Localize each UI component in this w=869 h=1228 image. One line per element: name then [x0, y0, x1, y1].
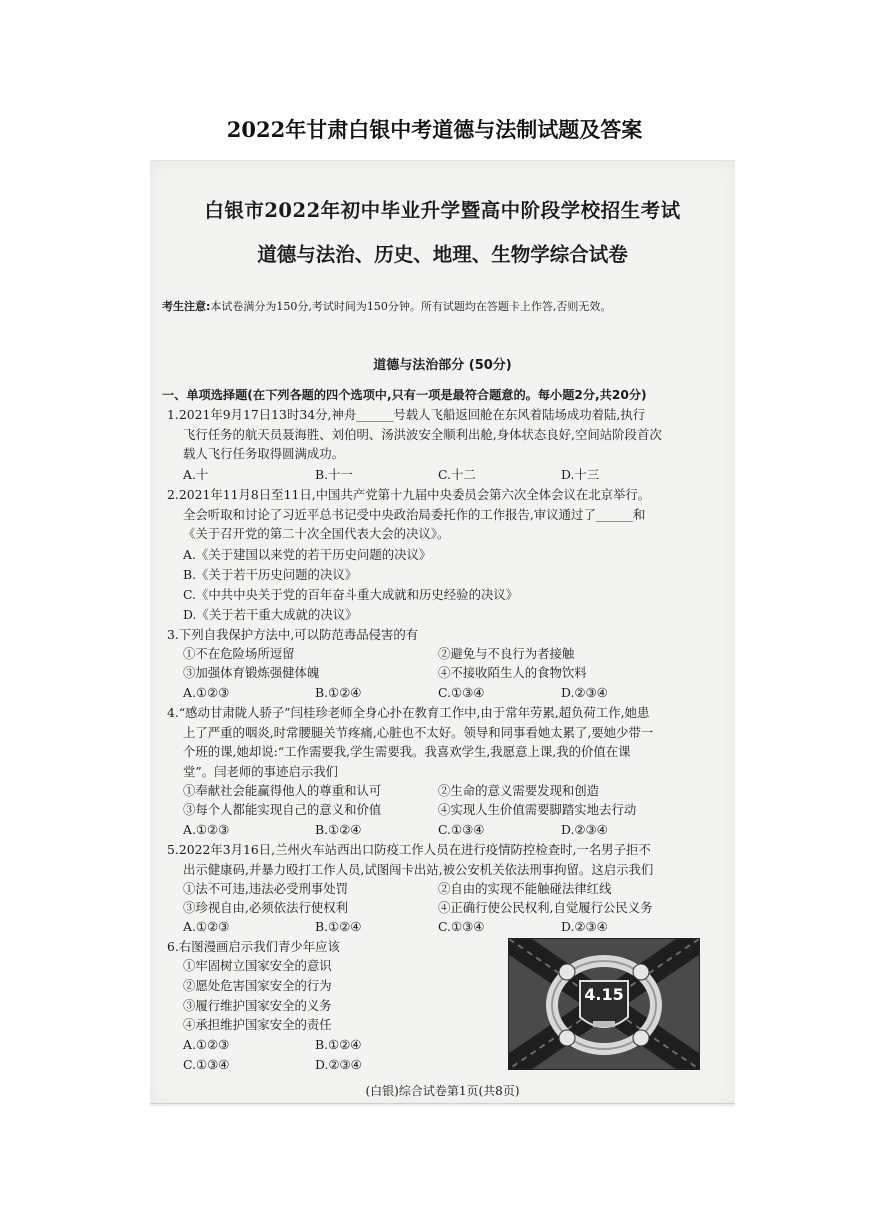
- notice-text: 本试卷满分为150分,考试时间为150分钟。所有试题均在答题卡上作答,否则无效。: [210, 300, 612, 313]
- question-2-line-2: 全会听取和讨论了习近平总书记受中央政治局委托作的工作报告,审议通过了______和: [183, 506, 646, 522]
- statement-2: ②生命的意义需要发现和创造: [438, 783, 600, 798]
- question-6-line-1: 6.右图漫画启示我们青少年应该: [167, 939, 340, 954]
- question-6-statement-3: ③履行维护国家安全的义务: [183, 998, 332, 1013]
- page-bottom-edge: [150, 1103, 735, 1104]
- notice-label: 考生注意:: [162, 300, 211, 313]
- hand-icon: [633, 1030, 649, 1046]
- question-4-statements-row-2: [183, 800, 723, 819]
- option-a: A.①②③: [183, 822, 230, 837]
- national-security-cartoon: [508, 938, 700, 1070]
- question-6-statement-4: ④承担维护国家安全的责任: [183, 1017, 332, 1032]
- question-4-line-4: 堂”。闫老师的事迹启示我们: [183, 763, 339, 779]
- option-c: C.①③④: [438, 822, 485, 837]
- question-5-options: [183, 917, 723, 936]
- question-3-statements-row-2: [183, 663, 723, 682]
- hand-icon: [559, 964, 575, 980]
- question-4-line-3: 个班的课,她却说:“工作需要我,学生需要我。我喜欢学生,我愿意上课,我的价值在课: [183, 744, 631, 760]
- question-2-option-d: D.《关于若干重大成就的决议》: [183, 607, 358, 622]
- question-1-line-3: 载人飞行任务取得圆满成功。: [183, 446, 345, 462]
- option-b: B.十一: [315, 467, 353, 482]
- option-d: D.②③④: [561, 685, 608, 700]
- question-6-statement-1: ①牢固树立国家安全的意识: [183, 958, 332, 973]
- question-2-option-c: C.《中共中央关于党的百年奋斗重大成就和历史经验的决议》: [183, 587, 519, 602]
- question-2-stem: [167, 485, 722, 544]
- question-5-stem: [167, 840, 722, 879]
- exam-subtitle: 道德与法治、历史、地理、生物学综合试卷: [257, 243, 628, 266]
- option-b: B.①②④: [315, 1037, 362, 1052]
- option-a: A.①②③: [183, 685, 230, 700]
- question-1-stem: [167, 405, 722, 464]
- statement-4: ④不接收陌生人的食物饮料: [438, 665, 587, 680]
- statement-3: ③珍视自由,必须依法行使权利: [183, 900, 349, 915]
- option-b: B.①②④: [315, 822, 362, 837]
- question-2-line-1: 2.2021年11月8日至11日,中国共产党第十九届中央委员会第六次全体会议在北京举行。: [167, 487, 651, 502]
- question-4-options: [183, 820, 723, 839]
- question-1-options: [183, 465, 723, 484]
- question-5-line-1: 5.2022年3月16日,兰州火车站西出口防疫工作人员在进行疫情防控检查时,一名男子拒不: [167, 842, 651, 857]
- option-a: A.①②③: [183, 919, 230, 934]
- statement-3: ③每个人都能实现自己的意义和价值: [183, 802, 382, 817]
- cartoon-drawing: [509, 939, 699, 1069]
- option-d: D.②③④: [315, 1057, 362, 1072]
- page-footer: (白银)综合试卷第1页(共8页): [365, 1084, 520, 1098]
- statement-3: ③加强体育锻炼强健体魄: [183, 665, 320, 680]
- exam-notice: [162, 298, 727, 314]
- question-5-line-2: 出示健康码,并暴力殴打工作人员,试图闯卡出站,被公安机关依法刑事拘留。这启示我们: [183, 861, 654, 877]
- cartoon-date-label: 4.15: [584, 985, 624, 1004]
- statement-2: ②自由的实现不能触碰法律红线: [438, 881, 612, 896]
- section-title: 道德与法治部分 (50分): [373, 358, 512, 373]
- option-a: A.①②③: [183, 1037, 230, 1052]
- option-b: B.①②④: [315, 919, 362, 934]
- option-c: C.①③④: [183, 1057, 230, 1072]
- option-d: D.十三: [561, 467, 600, 482]
- question-5-statements-row-1: [183, 879, 723, 898]
- option-b: B.①②④: [315, 685, 362, 700]
- question-4-line-2: 上了严重的咽炎,时常腰腿关节疼痛,心脏也不太好。领导和同事看她太累了,要她少带一: [183, 724, 654, 740]
- exam-title: 白银市2022年初中毕业升学暨高中阶段学校招生考试: [204, 199, 681, 222]
- question-3-stem: [167, 625, 722, 645]
- statement-1: ①奉献社会能赢得他人的尊重和认可: [183, 783, 382, 798]
- hand-icon: [559, 1030, 575, 1046]
- option-c: C.十二: [438, 467, 476, 482]
- statement-1: ①法不可违,违法必受刑事处罚: [183, 881, 349, 896]
- option-a: A.十: [183, 467, 209, 482]
- question-3-line-1: 3.下列自我保护方法中,可以防范毒品侵害的有: [167, 627, 419, 642]
- part-heading: 一、单项选择题(在下列各题的四个选项中,只有一项是最符合题意的。每小题2分,共20分): [162, 388, 647, 402]
- question-2-line-3: 《关于召开党的第二十次全国代表大会的决议》。: [183, 526, 450, 542]
- question-3-statements-row-1: [183, 644, 723, 663]
- question-4-stem: [167, 703, 722, 781]
- question-2-option-b: B.《关于若干历史问题的决议》: [183, 567, 358, 582]
- option-d: D.②③④: [561, 822, 608, 837]
- statement-2: ②避免与不良行为者接触: [438, 646, 575, 661]
- option-c: C.①③④: [438, 685, 485, 700]
- question-1-line-2: 飞行任务的航天员聂海胜、刘伯明、汤洪波安全顺利出舱,身体状态良好,空间站阶段首次: [183, 426, 662, 442]
- question-6-statement-2: ②愿处危害国家安全的行为: [183, 978, 332, 993]
- statement-1: ①不在危险场所逗留: [183, 646, 295, 661]
- question-4-line-1: 4.“感动甘肃陇人骄子”闫桂珍老师全身心扑在教育工作中,由于常年劳累,超负荷工作,她患: [167, 705, 650, 720]
- question-1-line-1: 1.2021年9月17日13时34分,神舟______号载人飞船返回舱在东风着陆场成功着陆,执行: [167, 407, 646, 422]
- statement-4: ④实现人生价值需要脚踏实地去行动: [438, 802, 637, 817]
- option-c: C.①③④: [438, 919, 485, 934]
- question-5-statements-row-2: [183, 898, 723, 917]
- hand-icon: [633, 964, 649, 980]
- option-d: D.②③④: [561, 919, 608, 934]
- question-2-option-a: A.《关于建国以来党的若干历史问题的决议》: [183, 547, 432, 562]
- question-4-statements-row-1: [183, 781, 723, 800]
- question-3-options: [183, 683, 723, 702]
- document-title: 2022年甘肃白银中考道德与法制试题及答案: [226, 117, 643, 142]
- statement-4: ④正确行使公民权利,自觉履行公民义务: [438, 900, 653, 915]
